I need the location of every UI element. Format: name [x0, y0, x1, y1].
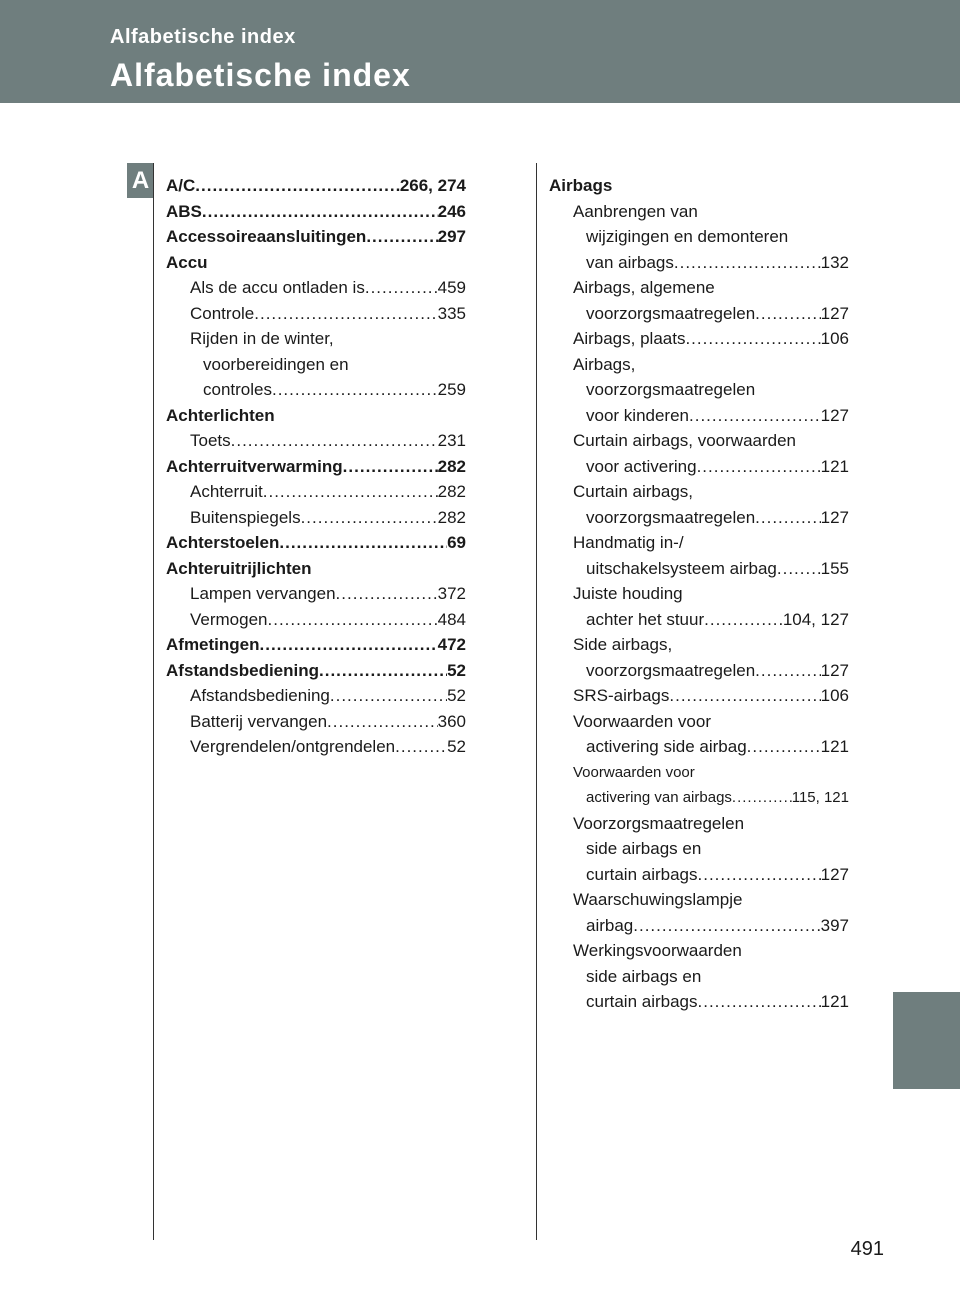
dot-leader [777, 556, 821, 582]
index-entry-page: 121 [820, 737, 849, 756]
dot-leader [755, 301, 820, 327]
dot-leader [689, 403, 821, 429]
dot-leader [263, 479, 438, 505]
index-entry-page: 335 [437, 303, 466, 323]
index-entry-page: 127 [820, 660, 849, 680]
index-entry-page: 155 [820, 558, 849, 578]
index-entry-term: activering side airbag [586, 737, 747, 756]
index-entry [166, 556, 466, 582]
index-entry [549, 505, 849, 531]
index-entry-term: side airbags en [586, 966, 702, 986]
index-entry-term: voorzorgsmaatregelen [586, 660, 756, 680]
index-entry-term: Batterij vervangen [190, 711, 328, 731]
index-entry-term: curtain airbags [586, 992, 698, 1011]
index-entry-term: Achterruit [190, 482, 263, 501]
index-entry [549, 250, 849, 276]
dot-leader [633, 913, 820, 939]
index-entry-term: Buitenspiegels [190, 507, 301, 527]
index-entry [549, 403, 849, 429]
index-entry [166, 505, 466, 531]
index-entry-term: Controle [190, 303, 255, 323]
dot-leader [755, 505, 820, 531]
index-entry-page: 246 [437, 201, 466, 221]
index-entry [549, 836, 849, 862]
index-entry-page: 259 [437, 380, 466, 399]
index-entry-page: 106 [820, 329, 849, 348]
index-entry-term: Curtain airbags, voorwaarden [573, 431, 797, 450]
index-entry-term: wijzigingen en demonteren [586, 227, 789, 246]
index-entry-term: Vergrendelen/ontgrendelen [190, 737, 396, 756]
header-title: Alfabetische index [110, 57, 411, 93]
dot-leader [755, 658, 820, 684]
index-entry-page: 106 [820, 686, 849, 705]
index-entry-term: Achterlichten [166, 405, 275, 425]
index-entry [166, 530, 466, 556]
dot-leader [747, 734, 821, 760]
index-entry [166, 250, 466, 276]
index-entry [166, 275, 466, 301]
index-entry [166, 352, 466, 378]
index-entry [549, 377, 849, 403]
index-entry-term: curtain airbags [586, 864, 698, 884]
index-entry-term: Werkingsvoorwaarden [573, 941, 742, 960]
index-entry-term: Voorzorgsmaatregelen [573, 813, 745, 833]
column-divider-left [153, 163, 154, 1240]
index-entry [166, 454, 466, 480]
index-entry-term: Waarschuwingslampje [573, 890, 743, 909]
index-entry [166, 301, 466, 327]
index-entry [549, 301, 849, 327]
page-header [0, 0, 960, 103]
index-entry [549, 199, 849, 225]
index-entry [549, 581, 849, 607]
index-entry [549, 734, 849, 760]
index-entry-term: Achteruitrijlichten [166, 558, 312, 578]
dot-leader [336, 581, 438, 607]
index-entry-term: airbag [586, 915, 634, 935]
index-entry [549, 683, 849, 709]
index-column-1 [166, 173, 466, 760]
index-entry [549, 862, 849, 888]
dot-leader [202, 199, 438, 225]
index-entry [549, 479, 849, 505]
index-entry [549, 989, 849, 1015]
dot-leader [254, 301, 437, 327]
index-entry [166, 632, 466, 658]
page-number: 491 [850, 1238, 884, 1260]
dot-leader [268, 607, 438, 633]
index-entry [549, 607, 849, 633]
index-entry-page: 282 [437, 507, 466, 527]
index-entry-page: 52 [447, 686, 466, 705]
index-entry-term: Als de accu ontladen is [190, 278, 365, 297]
index-entry-term: Voorwaarden voor [573, 711, 711, 731]
index-entry-term: achter het stuur [586, 609, 705, 629]
index-column-2 [549, 173, 849, 1015]
index-entry-page: 121 [820, 456, 849, 476]
index-entry-page: 52 [447, 660, 466, 680]
index-entry [166, 224, 466, 250]
dot-leader [231, 428, 438, 454]
index-entry-page: 132 [820, 252, 849, 272]
index-entry-page: 52 [447, 737, 466, 756]
index-entry-term: Juiste houding [573, 584, 683, 603]
index-entry-term: Toets [190, 431, 231, 450]
index-entry [166, 734, 466, 760]
index-entry-term: activering van airbags [586, 789, 732, 806]
dot-leader [365, 275, 438, 301]
index-entry [549, 785, 849, 811]
index-entry-page: 104, 127 [782, 609, 849, 629]
index-entry [549, 709, 849, 735]
dot-leader [301, 505, 438, 531]
index-entry-term: voorzorgsmaatregelen [586, 303, 756, 323]
index-entry [549, 454, 849, 480]
dot-leader [343, 454, 438, 480]
index-entry [549, 173, 849, 199]
section-letter-tab: A [127, 163, 154, 198]
index-entry [166, 326, 466, 352]
index-entry [549, 632, 849, 658]
dot-leader [698, 862, 821, 888]
dot-leader [272, 377, 438, 403]
index-entry-page: 115, 121 [791, 789, 849, 806]
index-entry [549, 428, 849, 454]
index-entry-term: Afstandsbediening [166, 660, 320, 680]
index-entry-term: Curtain airbags, [573, 482, 694, 501]
index-entry [549, 275, 849, 301]
index-entry-page: 472 [437, 635, 466, 654]
index-entry-term: voor activering [586, 456, 697, 476]
dot-leader [698, 989, 821, 1015]
dot-leader [685, 326, 820, 352]
index-entry [549, 811, 849, 837]
dot-leader [674, 250, 821, 276]
index-entry-term: controles [203, 380, 272, 399]
index-entry-page: 297 [437, 227, 466, 246]
column-divider-middle [536, 163, 537, 1240]
dot-leader [732, 785, 792, 811]
dot-leader [327, 709, 438, 735]
index-entry [166, 428, 466, 454]
dot-leader [319, 658, 447, 684]
index-entry-term: Afmetingen [166, 635, 260, 654]
index-entry [166, 709, 466, 735]
index-entry-term: voorzorgsmaatregelen [586, 507, 756, 527]
index-entry [166, 199, 466, 225]
index-entry-term: Airbags, [573, 354, 636, 374]
index-entry-page: 127 [820, 864, 849, 884]
index-entry-term: side airbags en [586, 839, 702, 858]
index-entry [549, 326, 849, 352]
index-entry [166, 581, 466, 607]
index-entry [166, 377, 466, 403]
index-entry [549, 352, 849, 378]
index-entry-page: 360 [437, 711, 466, 731]
index-entry-page: 127 [820, 303, 849, 323]
index-entry [549, 760, 849, 786]
index-entry-page: 282 [437, 482, 466, 501]
dot-leader [704, 607, 783, 633]
index-entry [549, 938, 849, 964]
index-entry [166, 173, 466, 199]
index-entry-page: 282 [437, 456, 466, 476]
index-entry-page: 127 [820, 405, 849, 425]
index-entry [549, 658, 849, 684]
index-entry-term: Aanbrengen van [573, 201, 698, 221]
dot-leader [669, 683, 820, 709]
index-entry [549, 224, 849, 250]
index-entry [166, 479, 466, 505]
index-entry [549, 530, 849, 556]
dot-leader [260, 632, 438, 658]
dot-leader [195, 173, 400, 199]
dot-leader [279, 530, 447, 556]
index-entry [166, 658, 466, 684]
index-entry-page: 372 [437, 584, 466, 603]
index-entry-page: 459 [437, 278, 466, 297]
index-entry-term: Lampen vervangen [190, 584, 336, 603]
index-entry-term: ABS [166, 201, 202, 221]
index-entry [549, 556, 849, 582]
index-entry-term: Afstandsbediening [190, 686, 330, 705]
index-entry-term: voorzorgsmaatregelen [586, 380, 756, 399]
index-entry [166, 403, 466, 429]
dot-leader [366, 224, 437, 250]
index-entry-page: 231 [437, 431, 466, 450]
dot-leader [697, 454, 821, 480]
index-entry-term: Handmatig in-/ [573, 533, 684, 552]
index-entry-term: Airbags, plaats [573, 329, 686, 348]
index-entry-term: Vermogen [190, 609, 268, 629]
index-entry-term: van airbags [586, 252, 674, 272]
index-entry [166, 607, 466, 633]
index-entry-term: voor kinderen [586, 405, 690, 425]
index-entry-term: Achterruitverwarming [166, 456, 343, 476]
index-entry-term: Airbags, algemene [573, 278, 715, 297]
index-entry-term: Accessoireaansluitingen [166, 227, 367, 246]
index-entry-page: 397 [820, 915, 849, 935]
index-entry-page: 266, 274 [399, 176, 466, 195]
dot-leader [330, 683, 447, 709]
index-entry-term: Side airbags, [573, 635, 673, 654]
index-entry [166, 683, 466, 709]
index-entry-term: A/C [166, 176, 196, 195]
index-entry [549, 913, 849, 939]
index-entry-term: Airbags [549, 176, 613, 195]
index-entry-term: uitschakelsysteem airbag [586, 558, 777, 578]
index-entry-term: Accu [166, 252, 208, 272]
index-entry-term: Achterstoelen [166, 533, 280, 552]
index-entry-term: Voorwaarden voor [573, 763, 695, 781]
index-entry-term: SRS-airbags [573, 686, 670, 705]
index-entry-term: Rijden in de winter, [190, 329, 334, 348]
index-entry-page: 484 [437, 609, 466, 629]
chapter-side-tab [893, 992, 960, 1089]
header-subtitle: Alfabetische index [110, 26, 296, 48]
index-entry-page: 69 [447, 533, 466, 552]
index-entry-page: 121 [820, 992, 849, 1011]
index-entry-page: 127 [820, 507, 849, 527]
dot-leader [395, 734, 447, 760]
index-entry-term: voorbereidingen en [203, 354, 349, 374]
index-entry [549, 887, 849, 913]
index-entry [549, 964, 849, 990]
